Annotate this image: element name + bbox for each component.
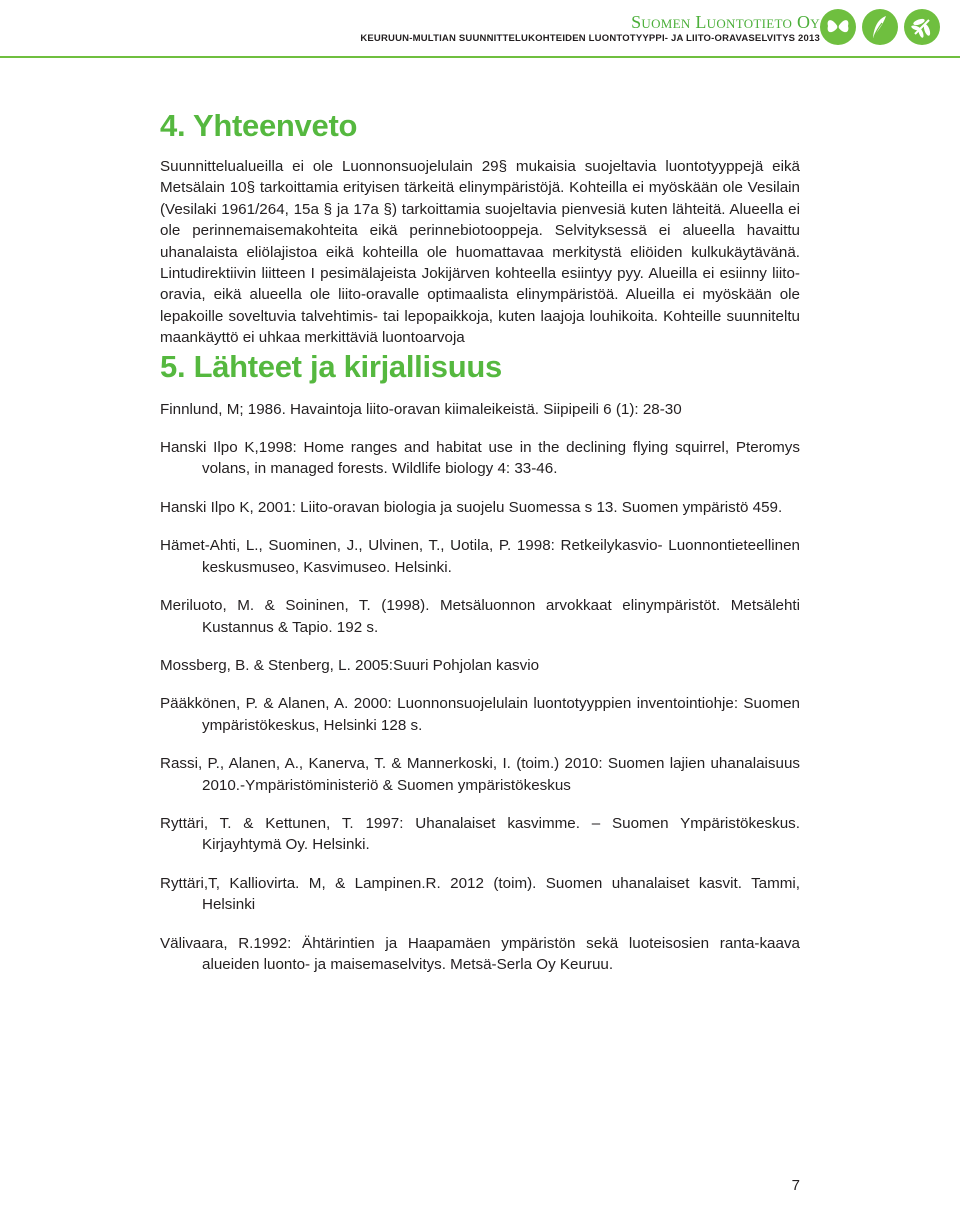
reference-list bbox=[160, 399, 800, 976]
dragonfly-icon bbox=[904, 9, 940, 45]
reference-item: Meriluoto, M. & Soininen, T. (1998). Metsäluonnon arvokkaat elinympäristöt. Metsälehti Kustannus & Tapio. 192 s. bbox=[160, 597, 800, 636]
page-content bbox=[160, 108, 800, 992]
summary-heading: 4. Yhteenveto bbox=[160, 108, 358, 143]
reference-item: Ryttäri, T. & Kettunen, T. 1997: Uhanalaiset kasvimme. – Suomen Ympäristökeskus. Kirjayhtymä Oy. Helsinki. bbox=[160, 814, 800, 854]
feather-icon bbox=[862, 9, 898, 45]
reference-item: Hämet-Ahti, L., Suominen, J., Ulvinen, T., Uotila, P. 1998: Retkeilykasvio- Luonnontieteellinen keskusmuseo, Kasvimuseo. Helsinki. bbox=[160, 537, 800, 576]
reference-item: Mossberg, B. & Stenberg, L. 2005:Suuri Pohjolan kasvio bbox=[160, 656, 540, 674]
reference-item: Välivaara, R.1992: Ähtärintien ja Haapamäen ympäristön sekä luoteisosien ranta-kaava alueiden luonto- ja maisemaselvitys. Metsä-Serla Oy Keuruu. bbox=[160, 934, 800, 973]
reference-item: Pääkkönen, P. & Alanen, A. 2000: Luonnonsuojelulain luontotyyppien inventointiohje: Suomen ympäristökeskus, Helsinki 128 s. bbox=[160, 695, 800, 734]
reference-item: Ryttäri,T, Kalliovirta. M, & Lampinen.R. 2012 (toim). Suomen uhanalaiset kasvit. Tammi, Helsinki bbox=[160, 874, 800, 914]
reference-item: Finnlund, M; 1986. Havaintoja liito-oravan kiimaleikeistä. Siipipeili 6 (1): 28-30 bbox=[160, 400, 682, 418]
references-heading: 5. Lähteet ja kirjallisuus bbox=[160, 348, 502, 384]
reference-item: Rassi, P., Alanen, A., Kanerva, T. & Mannerkoski, I. (toim.) 2010: Suomen lajien uhanalaisuus 2010.-Ympäristöministeriö & Suomen ympäristökeskus bbox=[160, 755, 800, 794]
company-name: Suomen Luontotieto Oy bbox=[631, 12, 820, 32]
page-number: 7 bbox=[791, 1177, 800, 1194]
page-header bbox=[0, 0, 960, 58]
summary-paragraph: Suunnittelualueilla ei ole Luonnonsuojelulain 29§ mukaisia suojeltavia luontotyyppejä eikä Metsälain 10§ tarkoittamia erityisen tärkeitä elinympäristöjä. Kohteilla ei myöskään ole Vesilain (Vesilaki 1961/264, 15a § ja 17a §) tarkoittamia suojeltavia pienvesiä kuten lähteitä. Alueella ei ole perinnemaisemakohteita eikä perinnebiotooppeja. Selvityksessä ei alueella havaittu uhanalaista eliölajistoa eikä kohteilla ole huomattavaa merkitystä eliöiden kulkukäytävänä. Lintudirektiivin liitteen I pesimälajeista Jokijärven kohteella esiintyy pyy. Alueilla ei esiinny liito-oravia, eikä alueella ole liito-oravalle optimaalista elinympäristöä. Alueilla ei myöskään ole lepakoille soveltuvia talvehtimis- tai lepopaikkoja, kuten laajoja louhikoita. Kohteille suunniteltu maankäyttö ei uhkaa merkittäviä luontoarvoja bbox=[160, 158, 800, 347]
reference-item: Hanski Ilpo K,1998: Home ranges and habitat use in the declining flying squirrel, Pteromys volans, in managed forests. Wildlife biology 4: 33-46. bbox=[160, 439, 800, 478]
reference-item: Hanski Ilpo K, 2001: Liito-oravan biologia ja suojelu Suomessa s 13. Suomen ympäristö 459. bbox=[160, 498, 783, 516]
report-title: KEURUUN-MULTIAN SUUNNITTELUKOHTEIDEN LUONTOTYYPPI- JA LIITO-ORAVASELVITYS 2013 bbox=[360, 33, 820, 44]
butterfly-icon bbox=[820, 9, 856, 45]
